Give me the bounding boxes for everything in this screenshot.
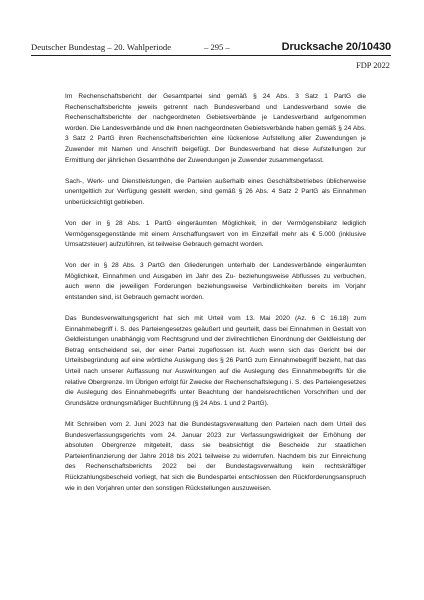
paragraph: Sach-, Werk- und Dienstleistungen, die Parteien außerhalb eines Geschäftsbetriebes üblicherweise unentgeltlich zur Verfügung gestellt werden, sind gemäß § 26 Abs. 4 Satz 2 PartG als Einnahmen unberücksichtigt geblieben. <box>65 177 366 206</box>
paragraph: Im Rechenschaftsbericht der Gesamtpartei sind gemäß § 24 Abs. 3 Satz 1 PartG die Rechenschaftsberichte jeweils getrennt nach Bundesverband und Landesverband sowie die Rechenschaftsberichte der nachgeordneten Gebietsverbände je Landesverband aufgenommen worden. Die Landesverbände und die ihnen nachgeordneten Gebietsverbände haben gemäß § 24 Abs. 3 Satz 2 PartG ihren Rechenschaftsberichten eine lückenlose Aufstellung aller Zuwendungen je Zuwender mit Namen und Anschrift beigefügt. Der Bundesverband hat diese Aufstellungen zur Ermittlung der jährlichen Gesamthöhe der Zuwendungen je Zuwender zusammengefasst. <box>65 93 366 164</box>
header-document-number: Drucksache 20/10430 <box>281 41 391 53</box>
paragraph: Von der in § 28 Abs. 3 PartG den Gliederungen unterhalb der Landesverbände eingeräumten Möglichkeit, Einnahmen und Ausgaben im Jahr des Zu- beziehungsweise Abflusses zu verbuchen, auch wenn die jeweiligen Forderungen beziehungsweise Verbindlichkeiten bereits im Vorjahr entstanden sind, ist Gebrauch gemacht worden. <box>65 262 366 301</box>
party-year-label: FDP 2022 <box>356 61 390 70</box>
header-page-number: – 295 – <box>204 42 230 52</box>
body-text <box>65 92 366 505</box>
paragraph: Mit Schreiben vom 2. Juni 2023 hat die Bundestagsverwaltung den Parteien nach dem Urteil des Bundesverfassungsgerichts vom 24. Januar 2023 zur Verfassungswidrigkeit der Erhöhung der absoluten Obergrenze mitgeteilt, dass sie beabsichtigt die Bescheide zur staatlichen Parteienfinanzierung der Jahre 2018 bis 2021 teilweise zu widerrufen. Nachdem bis zur Einreichung des Rechenschaftsberichts 2022 bei der Bundestagsverwaltung kein rechtskräftiger Rückzahlungsbescheid vorliegt, hat sich die Bundespartei entschlossen den Rückforderungsanspruch wie in den Vorjahren unter den sonstigen Rückstellungen auszuweisen. <box>65 420 366 492</box>
paragraph: Von der in § 28 Abs. 1 PartG eingeräumten Möglichkeit, in der Vermögensbilanz lediglich Vermögensgegenstände mit einem Anschaffungswert von im Einzelfall mehr als € 5.000 (inklusive Umsatzsteuer) aufzuführen, ist teilweise Gebrauch gemacht worden. <box>65 219 366 249</box>
header-divider <box>31 55 391 56</box>
paragraph: Das Bundesverwaltungsgericht hat sich mit Urteil vom 13. Mai 2020 (Az. 6 C 16.18) zum Einnahmebegriff i. S. des Parteiengesetzes geäußert und geurteilt, dass bei Einnahmen in Gestalt von Geldleistungen unabhängig vom Rechtsgrund und der zivilrechtlichen Einordnung der Geldleistung der Betrag entscheidend sei, der einer Partei zugeflossen ist. Auch wenn sich das Gericht bei der Urteilsbegründung auf eine wörtliche Auslegung des § 26 PartG zum Einnahmebegriff bezieht, hat das Urteil nach unserer Auffassung nur Auswirkungen auf die Auslegung des Einnahmebegriffs für die relative Obergrenze. Im Übrigen erfolgt für Zwecke der Rechenschaftslegung i. S. des Parteiengesetzes die Auslegung des Einnahmebegriffs unter Beachtung der handelsrechtlichen Vorschriften und der Grundsätze ordnungsmäßiger Buchführung (§ 24 Abs. 1 und 2 PartG). <box>65 315 366 407</box>
header-publication: Deutscher Bundestag – 20. Wahlperiode <box>31 42 172 52</box>
running-header <box>31 40 391 54</box>
